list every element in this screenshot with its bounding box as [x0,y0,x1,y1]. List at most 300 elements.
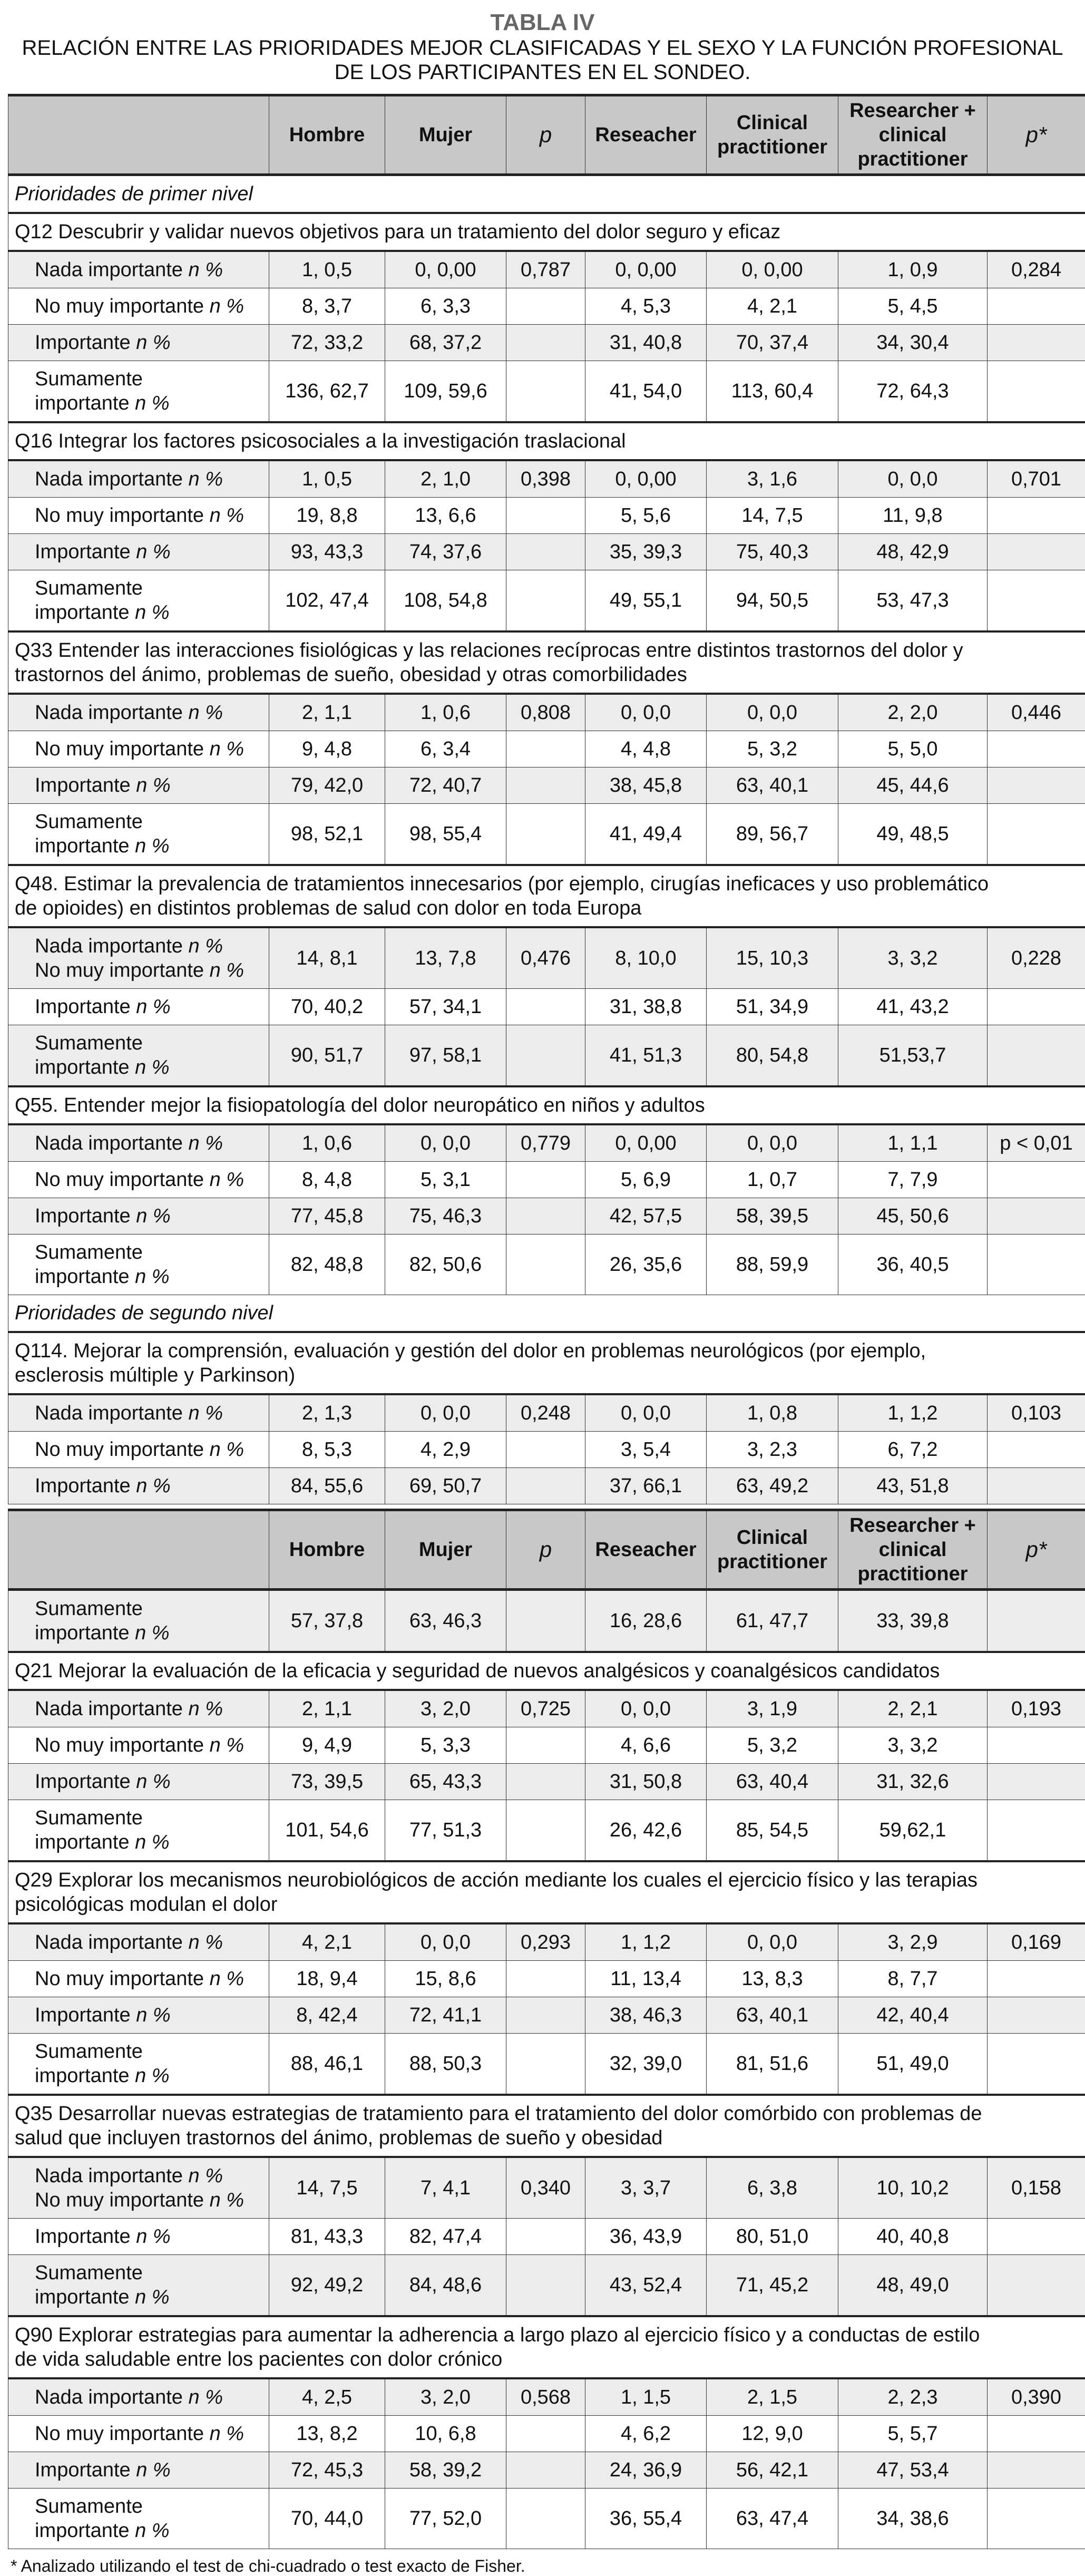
table-cell: 31, 38,8 [585,989,707,1025]
table-cell: 2, 1,0 [385,460,506,498]
table-cell [988,2219,1085,2255]
row-label-text: importante [35,2520,130,2542]
row-label [8,570,269,632]
question-row [8,631,1085,694]
table-cell: 0,284 [988,251,1085,288]
table-cell: 0,390 [988,2378,1085,2416]
question-line: Q16 Integrar los factores psicosociales a la investigación traslacional [15,430,626,452]
column-header: Reseacher [585,95,707,175]
unit-label: n % [210,295,244,317]
row-label-text: Importante [35,1205,131,1227]
table-cell [988,1198,1085,1234]
table-cell [506,2452,585,2488]
row-label-text: importante [35,1056,130,1078]
table-cell: 31, 32,6 [838,1764,988,1800]
row-label-text: Sumamente [35,2495,143,2517]
table-cell: 8, 10,0 [585,927,707,989]
table-cell [506,288,585,325]
unit-label: n % [210,1734,244,1756]
table-cell: 3, 2,3 [707,1432,838,1468]
table-cell: 1, 0,6 [385,694,506,731]
row-label-text: No muy importante [35,959,204,981]
table-cell: 41, 49,4 [585,804,707,866]
table-cell [988,731,1085,767]
table-cell: 3, 3,2 [838,927,988,989]
unit-label: n % [189,1931,223,1953]
table-cell: 34, 38,6 [838,2488,988,2549]
row-label [8,2452,269,2488]
table-cell: 2, 2,1 [838,1690,988,1727]
table-cell [506,1961,585,1997]
table-cell [506,767,585,804]
table-cell [506,498,585,534]
table-cell [506,1764,585,1800]
table-cell: 72, 40,7 [385,767,506,804]
table-cell: 0,808 [506,694,585,731]
table-cell: 74, 37,6 [385,534,506,570]
row-label-text: importante [35,1266,130,1288]
table-row [8,2157,1085,2219]
table-cell: 32, 39,0 [585,2034,707,2095]
table-cell [506,534,585,570]
table-cell: 8, 4,8 [269,1162,385,1198]
unit-label: n % [136,1205,170,1227]
table-cell: 26, 42,6 [585,1800,707,1862]
table-cell: 1, 1,1 [838,1124,988,1162]
table-cell [506,1590,585,1652]
table-cell [506,989,585,1025]
unit-label: n % [189,1132,223,1154]
table-cell [988,1961,1085,1997]
table-cell: 97, 58,1 [385,1025,506,1087]
row-label [8,1394,269,1432]
question-text [8,213,1085,251]
table-row [8,1800,1085,1862]
question-line: salud que incluyen trastornos del ánimo, problemas de sueño y obesidad [15,2127,662,2149]
table-row [8,534,1085,570]
table-cell: 88, 59,9 [707,1234,838,1295]
table-cell: 69, 50,7 [385,1468,506,1504]
table-cell [988,1025,1085,1087]
unit-label: n % [135,2520,169,2542]
row-label [8,361,269,423]
table-cell: 2, 1,1 [269,1690,385,1727]
column-header: p [506,1510,585,1590]
unit-label: n % [136,541,170,563]
unit-label: n % [136,1771,170,1793]
column-header: Mujer [385,1510,506,1590]
table-cell [988,534,1085,570]
unit-label: n % [210,1169,244,1191]
table-cell [506,2219,585,2255]
table-cell: 1, 0,9 [838,251,988,288]
table-cell: 72, 45,3 [269,2452,385,2488]
unit-label: n % [189,2165,223,2187]
table-cell: 2, 1,1 [269,694,385,731]
row-label-text: Sumamente [35,368,143,390]
table-row [8,1961,1085,1997]
unit-label: n % [135,1831,169,1853]
table-cell: 88, 46,1 [269,2034,385,2095]
unit-label: n % [135,1056,169,1078]
table-cell: 38, 46,3 [585,1997,707,2034]
question-row [8,1332,1085,1394]
table-cell: 51, 34,9 [707,989,838,1025]
table-row [8,2416,1085,2452]
table-cell [988,767,1085,804]
table-row [8,251,1085,288]
table-cell [506,2488,585,2549]
table-cell [506,2034,585,2095]
row-label-text: Importante [35,541,131,563]
table-cell: 84, 48,6 [385,2255,506,2317]
unit-label: n % [136,2459,170,2481]
table-cell: 108, 54,8 [385,570,506,632]
table-cell: 82, 50,6 [385,1234,506,1295]
table-cell: 11, 13,4 [585,1961,707,1997]
table-cell: 65, 43,3 [385,1764,506,1800]
table-cell: 1, 1,5 [585,2378,707,2416]
row-label [8,1162,269,1198]
table-cell: 0,787 [506,251,585,288]
row-label [8,767,269,804]
table-cell: 0,103 [988,1394,1085,1432]
table-cell: 40, 40,8 [838,2219,988,2255]
unit-label: n % [136,2225,170,2248]
question-line: esclerosis múltiple y Parkinson) [15,1364,295,1386]
table-row [8,1764,1085,1800]
table-cell: 14, 8,1 [269,927,385,989]
table-cell: 2, 1,3 [269,1394,385,1432]
table-row [8,927,1085,989]
table-cell: 63, 47,4 [707,2488,838,2549]
table-row [8,498,1085,534]
table-cell: 5, 5,0 [838,731,988,767]
row-label-text: importante [35,835,130,857]
table-cell: 0,476 [506,927,585,989]
table-cell: 109, 59,6 [385,361,506,423]
table-cell [988,1432,1085,1468]
table-cell: 0, 0,0 [385,1124,506,1162]
row-label-text: Sumamente [35,1807,143,1829]
column-header: p* [988,1510,1085,1590]
table-cell [988,1764,1085,1800]
table-cell: 4, 2,1 [707,288,838,325]
table-cell: 43, 51,8 [838,1468,988,1504]
question-row [8,213,1085,251]
table-row [8,1468,1085,1504]
table-cell: 1, 0,8 [707,1394,838,1432]
table-cell: 1, 0,7 [707,1162,838,1198]
row-label-text: Sumamente [35,2040,143,2063]
row-label-text: Nada importante [35,935,183,957]
table-cell: 12, 9,0 [707,2416,838,2452]
table-cell: 51,53,7 [838,1025,988,1087]
row-label-text: importante [35,1622,130,1644]
table-cell [988,989,1085,1025]
table-cell: 79, 42,0 [269,767,385,804]
row-label [8,498,269,534]
unit-label: n % [136,332,170,354]
row-label [8,1590,269,1652]
table-cell: 77, 51,3 [385,1800,506,1862]
row-label-text: Importante [35,2459,131,2481]
row-label [8,2219,269,2255]
question-row [8,1861,1085,1923]
header-row [8,95,1085,175]
table-cell [988,1234,1085,1295]
table-cell: 5, 6,9 [585,1162,707,1198]
table-row [8,2034,1085,2095]
table-number: TABLA IV [0,0,1085,36]
question-text [8,2316,1085,2378]
table-cell: 0, 0,0 [385,1923,506,1961]
table-cell: 36, 55,4 [585,2488,707,2549]
table-cell: 5, 4,5 [838,288,988,325]
question-line: de opioides) en distintos problemas de salud con dolor en toda Europa [15,897,641,919]
table-cell: 59,62,1 [838,1800,988,1862]
table-cell: 58, 39,2 [385,2452,506,2488]
table-cell [988,498,1085,534]
table-cell: 94, 50,5 [707,570,838,632]
column-header: Researcher + clinical practitioner [838,1510,988,1590]
table-cell: 88, 50,3 [385,2034,506,2095]
table-cell [506,1727,585,1764]
row-label [8,2488,269,2549]
section-row [8,175,1085,213]
table-cell [988,2488,1085,2549]
table-row [8,1025,1085,1087]
table-cell: 43, 52,4 [585,2255,707,2317]
table-cell: 31, 50,8 [585,1764,707,1800]
question-line: Q21 Mejorar la evaluación de la eficacia y seguridad de nuevos analgésicos y coanalgésicos candidatos [15,1660,940,1682]
row-label [8,325,269,361]
row-label-text: Sumamente [35,2262,143,2284]
table-cell: 77, 45,8 [269,1198,385,1234]
table-cell: 48, 49,0 [838,2255,988,2317]
table-cell: 36, 43,9 [585,2219,707,2255]
header-row [8,1510,1085,1590]
table-row [8,1198,1085,1234]
table-cell: 90, 51,7 [269,1025,385,1087]
table-cell: 2, 1,5 [707,2378,838,2416]
table-row [8,1432,1085,1468]
row-label-text: importante [35,601,130,624]
row-label-text: Nada importante [35,1698,183,1720]
table-cell: 35, 39,3 [585,534,707,570]
table-cell: 18, 9,4 [269,1961,385,1997]
table-cell: 63, 40,1 [707,767,838,804]
table-cell: 4, 2,5 [269,2378,385,2416]
row-label-text: Nada importante [35,1132,183,1154]
row-label [8,1997,269,2034]
table-cell: 0,293 [506,1923,585,1961]
table-cell: 0,169 [988,1923,1085,1961]
table-cell: 0, 0,00 [385,251,506,288]
table-cell: 11, 9,8 [838,498,988,534]
row-label-text: No muy importante [35,1169,204,1191]
table-cell: 82, 48,8 [269,1234,385,1295]
section-label: Prioridades de primer nivel [8,175,1085,213]
table-cell: 1, 0,6 [269,1124,385,1162]
table-cell: 98, 55,4 [385,804,506,866]
row-label-text: No muy importante [35,1968,204,1990]
column-header [8,95,269,175]
table-cell: 14, 7,5 [707,498,838,534]
row-label-text: Importante [35,774,131,796]
footnote: * Analizado utilizando el test de chi-cuadrado o test exacto de Fisher. [11,2556,1085,2576]
table-cell: 19, 8,8 [269,498,385,534]
results-table [8,1509,1085,2549]
table-cell: p < 0,01 [988,1124,1085,1162]
row-label-text: importante [35,1831,130,1853]
table-cell: 10, 6,8 [385,2416,506,2452]
table-cell: 3, 1,6 [707,460,838,498]
table-cell: 38, 45,8 [585,767,707,804]
table-cell: 45, 50,6 [838,1198,988,1234]
table-cell: 92, 49,2 [269,2255,385,2317]
row-label [8,2034,269,2095]
row-label-text: importante [35,2286,130,2308]
table-row [8,1590,1085,1652]
table-cell: 26, 35,6 [585,1234,707,1295]
table-row [8,1727,1085,1764]
table-cell: 101, 54,6 [269,1800,385,1862]
table-row [8,1394,1085,1432]
question-row [8,2095,1085,2157]
table-caption-line: DE LOS PARTICIPANTES EN EL SONDEO. [0,60,1085,84]
table-cell: 2, 2,0 [838,694,988,731]
table-cell: 49, 48,5 [838,804,988,866]
table-cell: 5, 5,7 [838,2416,988,2452]
table-cell: 3, 3,2 [838,1727,988,1764]
column-header: Clinical practitioner [707,95,838,175]
table-cell: 56, 42,1 [707,2452,838,2488]
unit-label: n % [189,2386,223,2408]
table-cell: 68, 37,2 [385,325,506,361]
table-row [8,1997,1085,2034]
row-label [8,1025,269,1087]
table-row [8,325,1085,361]
row-label [8,989,269,1025]
table-cell: 3, 2,0 [385,2378,506,2416]
table-cell: 70, 37,4 [707,325,838,361]
table-cell: 3, 2,0 [385,1690,506,1727]
results-table [8,94,1085,1504]
table-cell [506,325,585,361]
column-header [8,1510,269,1590]
row-label-text: No muy importante [35,2423,204,2445]
table-cell [988,1800,1085,1862]
table-cell: 6, 7,2 [838,1432,988,1468]
table-cell: 37, 66,1 [585,1468,707,1504]
row-label [8,2255,269,2317]
row-label [8,460,269,498]
row-label-text: importante [35,2065,130,2087]
column-header: p* [988,95,1085,175]
table-cell [988,1590,1085,1652]
table-cell: 0, 0,00 [585,460,707,498]
table-cell: 0,701 [988,460,1085,498]
table-cell: 7, 7,9 [838,1162,988,1198]
row-label-text: Sumamente [35,1241,143,1263]
table-cell: 1, 1,2 [838,1394,988,1432]
table-cell [506,804,585,866]
table-cell: 71, 45,2 [707,2255,838,2317]
table-cell [988,288,1085,325]
table-cell: 13, 8,3 [707,1961,838,1997]
table-cell [506,1025,585,1087]
column-header: p [506,95,585,175]
table-cell: 98, 52,1 [269,804,385,866]
question-text [8,1861,1085,1923]
question-line: trastornos del ánimo, problemas de sueño, obesidad y otras comorbilidades [15,664,687,686]
unit-label: n % [135,1622,169,1644]
table-cell [988,2034,1085,2095]
table-cell [506,1234,585,1295]
table-cell [506,1162,585,1198]
table-cell: 3, 1,9 [707,1690,838,1727]
table-cell: 72, 64,3 [838,361,988,423]
unit-label: n % [136,774,170,796]
row-label [8,1432,269,1468]
table-cell: 13, 7,8 [385,927,506,989]
section-label: Prioridades de segundo nivel [8,1295,1085,1333]
question-text [8,1086,1085,1124]
table-cell: 63, 40,4 [707,1764,838,1800]
table-cell: 8, 7,7 [838,1961,988,1997]
table-row [8,2378,1085,2416]
table-row [8,1124,1085,1162]
table-cell: 51, 49,0 [838,2034,988,2095]
unit-label: n % [210,1968,244,1990]
row-label [8,2378,269,2416]
table-row [8,2219,1085,2255]
table-row [8,570,1085,632]
table-cell: 5, 3,2 [707,731,838,767]
unit-label: n % [136,996,170,1018]
unit-label: n % [210,1438,244,1461]
row-label-text: Importante [35,2004,131,2026]
question-row [8,1652,1085,1690]
row-label-text: Nada importante [35,468,183,490]
table-cell: 5, 3,1 [385,1162,506,1198]
table-cell: 85, 54,5 [707,1800,838,1862]
question-text [8,631,1085,694]
table-cell: 61, 47,7 [707,1590,838,1652]
question-text [8,865,1085,927]
table-row [8,804,1085,866]
table-row [8,1162,1085,1198]
table-cell [988,804,1085,866]
table-row [8,731,1085,767]
row-label [8,804,269,866]
table-cell [988,570,1085,632]
row-label [8,1124,269,1162]
table-cell: 63, 40,1 [707,1997,838,2034]
row-label-text: Importante [35,2225,131,2248]
unit-label: n % [210,738,244,760]
table-cell: 0, 0,0 [707,694,838,731]
table-row [8,1923,1085,1961]
unit-label: n % [189,468,223,490]
table-cell: 58, 39,5 [707,1198,838,1234]
table-row [8,2452,1085,2488]
table-cell: 34, 30,4 [838,325,988,361]
table-cell: 10, 10,2 [838,2157,988,2219]
table-cell: 82, 47,4 [385,2219,506,2255]
table-row [8,989,1085,1025]
